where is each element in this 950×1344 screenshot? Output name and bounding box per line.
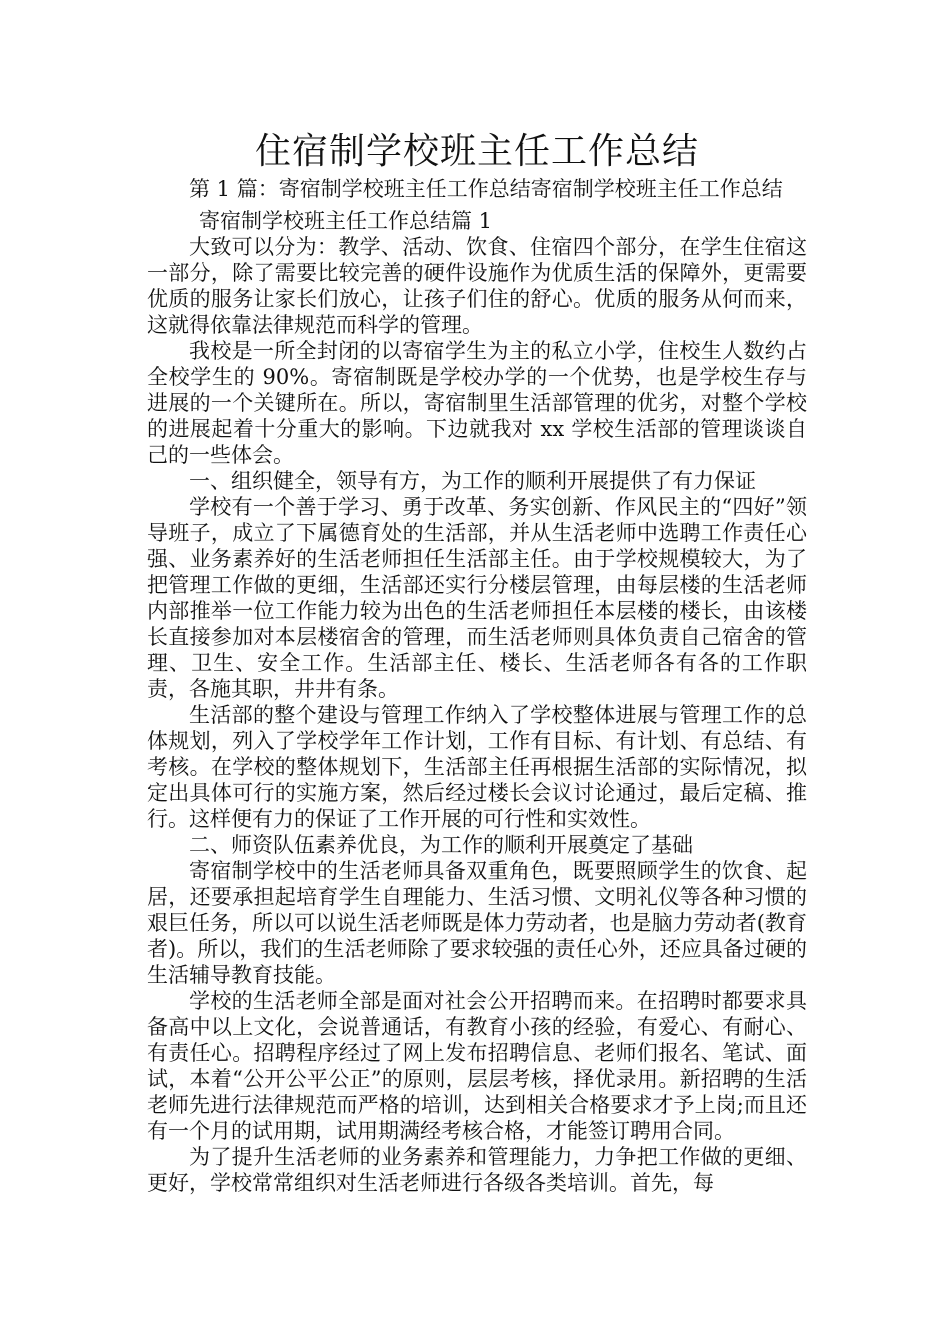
document-title: 住宿制学校班主任工作总结	[254, 131, 699, 172]
paragraph: 生活部的整个建设与管理工作纳入了学校整体进展与管理工作的总体规划，列入了学校学年工作计划，工作有目标、有计划、有总结、有考核。在学校的整体规划下，生活部主任再根据生活部的实际情况，拟定出具体可行的实施方案，然后经过楼长会议讨论通过，最后定稿、推行。这样便有力的保证了工作开展的可行性和实效性。	[147, 703, 807, 831]
section-subheading: 寄宿制学校班主任工作总结篇 1	[199, 209, 493, 233]
section-heading: 一、组织健全，领导有方，为工作的顺利开展提供了有力保证	[189, 469, 756, 493]
section-heading: 二、师资队伍素养优良，为工作的顺利开展奠定了基础	[189, 833, 693, 857]
paragraph: 寄宿制学校中的生活老师具备双重角色，既要照顾学生的饮食、起居，还要承担起培育学生自理能力、生活习惯、文明礼仪等各种习惯的艰巨任务，所以可以说生活老师既是体力劳动者，也是脑力劳动者(教育者)。所以，我们的生活老师除了要求较强的责任心外，还应具备过硬的生活辅导教育技能。	[147, 859, 807, 987]
paragraph: 学校的生活老师全部是面对社会公开招聘而来。在招聘时都要求具备高中以上文化，会说普通话，有教育小孩的经验，有爱心、有耐心、有责任心。招聘程序经过了网上发布招聘信息、老师们报名、笔试、面试，本着“公开公平公正”的原则，层层考核，择优录用。新招聘的生活老师先进行法律规范而严格的培训，达到相关合格要求才予上岗;而且还有一个月的试用期，试用期满经考核合格，才能签订聘用合同。	[147, 989, 807, 1143]
paragraph: 为了提升生活老师的业务素养和管理能力，力争把工作做的更细、更好，学校常常组织对生活老师进行各级各类培训。首先，每	[147, 1145, 807, 1195]
document-page	[147, 128, 807, 1196]
paragraph: 学校有一个善于学习、勇于改革、务实创新、作风民主的“四好”领导班子，成立了下属德育处的生活部，并从生活老师中选聘工作责任心强、业务素养好的生活老师担任生活部主任。由于学校规模较大，为了把管理工作做的更细，生活部还实行分楼层管理，由每层楼的生活老师内部推举一位工作能力较为出色的生活老师担任本层楼的楼长，由该楼长直接参加对本层楼宿舍的管理，而生活老师则具体负责自己宿舍的管理、卫生、安全工作。生活部主任、楼长、生活老师各有各的工作职责，各施其职，井井有条。	[147, 495, 807, 701]
paragraph: 我校是一所全封闭的以寄宿学生为主的私立小学，住校生人数约占全校学生的 90%。寄宿制既是学校办学的一个优势，也是学校生存与进展的一个关键所在。所以，寄宿制里生活部管理的优劣，对整个学校的进展起着十分重大的影响。下边就我对 xx 学校生活部的管理谈谈自己的一些体会。	[147, 339, 807, 467]
paragraph: 大致可以分为：教学、活动、饮食、住宿四个部分，在学生住宿这一部分，除了需要比较完善的硬件设施作为优质生活的保障外，更需要优质的服务让家长们放心，让孩子们住的舒心。优质的服务从何而来，这就得依靠法律规范而科学的管理。	[147, 235, 807, 337]
chapter-heading: 第 1 篇：寄宿制学校班主任工作总结寄宿制学校班主任工作总结	[189, 177, 783, 201]
